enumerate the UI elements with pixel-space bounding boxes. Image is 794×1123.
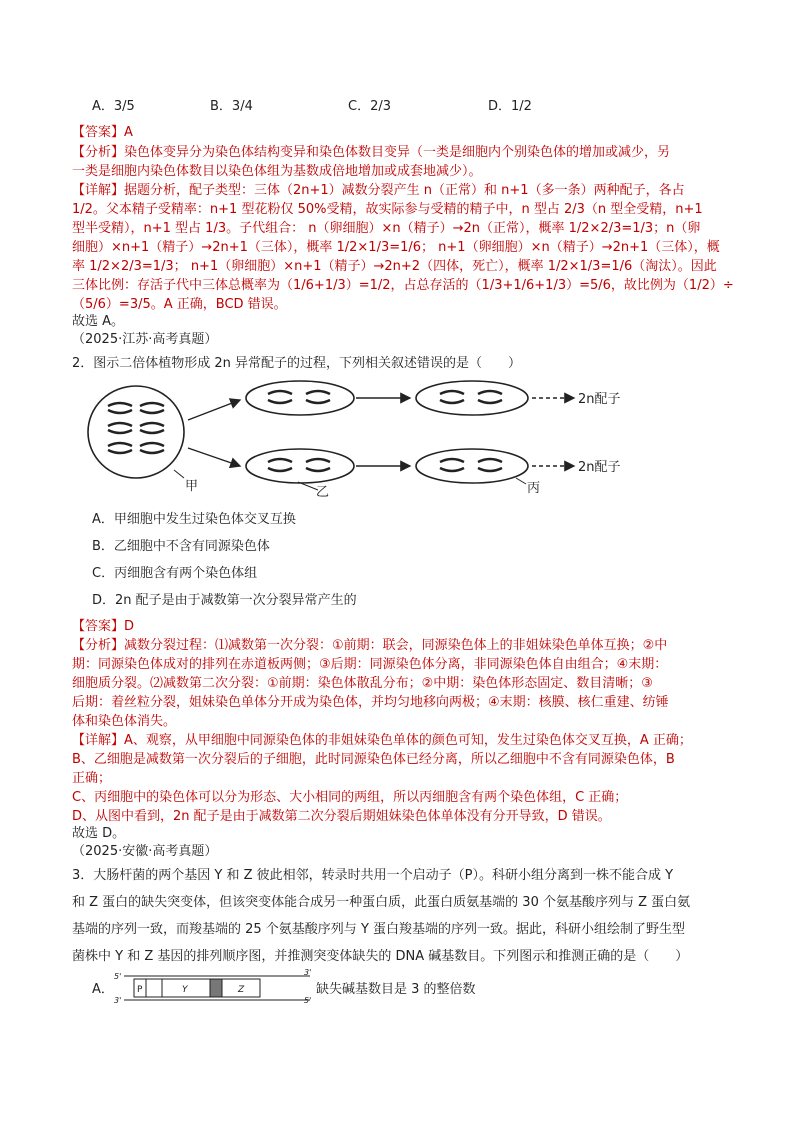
- q1-analysis-line-1: 【分析】染色体变异分为染色体结构变异和染色体数目变异（一类是细胞内个别染色体的增加或减少，另: [72, 145, 671, 160]
- cell-jia: [88, 386, 184, 478]
- svg-text:P: P: [137, 985, 143, 995]
- svg-text:3': 3': [304, 968, 312, 977]
- arrow-jia-to-yi-top: [188, 400, 240, 420]
- q1-option-d[interactable]: D．1/2: [488, 99, 532, 114]
- q2-detail-line-4: C、丙细胞中的染色体可以分为形态、大小相同的两组，所以丙细胞含有两个染色体组，C 正确；: [72, 790, 628, 805]
- svg-text:5': 5': [304, 996, 312, 1005]
- label-bing: 丙: [527, 481, 541, 496]
- q1-detail-line-4: 细胞）×n+1（精子）→2n+1（三体），概率 1/2×1/3=1/6； n+1（卵细胞）×n（精子）→2n+1（三体），概: [72, 240, 720, 255]
- q1-answer: 【答案】A: [72, 125, 133, 140]
- q2-analysis-line-3: 细胞质分裂。⑵减数第二次分裂：①前期：染色体散乱分布；②中期：染色体形态固定、数目清晰；③: [72, 676, 653, 691]
- q3-source: （2025·安徽·高考真题）: [72, 844, 218, 859]
- q2-analysis-line-5: 体和染色体消失。: [72, 714, 177, 729]
- svg-text:3': 3': [114, 996, 122, 1005]
- label-yi: 乙: [316, 485, 330, 498]
- q2-answer: 【答案】D: [72, 619, 135, 634]
- label-gamete-bottom: 2n配子: [578, 460, 621, 475]
- cell-bing-top: [416, 381, 528, 415]
- q2-detail-line-3: 正确；: [72, 771, 112, 786]
- q1-analysis-line-2: 一类是细胞内染色体数目以染色体组为基数成倍地增加或成套地减少）。: [72, 164, 482, 179]
- q3-stem-line-4: 菌株中 Y 和 Z 基因的排列顺序图，并推测突变体缺失的 DNA 碱基数目。下列图示和推测正确的是（ ）: [72, 949, 689, 964]
- q1-option-c[interactable]: C．2/3: [348, 99, 391, 114]
- q3-option-a-label[interactable]: A．: [92, 982, 114, 997]
- q2-detail-line-2: B、乙细胞是减数第一次分裂后的子细胞，此时同源染色体已经分离，所以乙细胞中不含有同源染色体，B: [72, 752, 675, 767]
- q1-detail-line-7: （5/6）=3/5。A 正确，BCD 错误。: [72, 297, 287, 312]
- q2-conclusion: 故选 D。: [72, 826, 126, 841]
- q2-analysis-line-1: 【分析】减数分裂过程：⑴减数第一次分裂：①前期：联会，同源染色体上的非姐妹染色单体互换；②中: [72, 638, 668, 653]
- q2-option-b[interactable]: B．乙细胞中不含有同源染色体: [92, 539, 270, 554]
- q3-stem-line-3: 基端的序列一致，而羧基端的 25 个氨基酸序列与 Y 蛋白羧基端的序列一致。据此，科研小组绘制了野生型: [72, 922, 686, 937]
- q2-detail-line-5: D、从图中看到，2n 配子是由于减数第二次分裂后期姐妹染色体单体没有分开导致，D 错误。: [72, 809, 611, 824]
- q3-option-a-text: 缺失碱基数目是 3 的整倍数: [316, 982, 476, 997]
- q2-analysis-line-2: 期：同源染色体成对的排列在赤道板两侧；③后期：同源染色体分离，非同源染色体自由组合；④末期：: [72, 657, 668, 672]
- deleted-segment: [210, 979, 222, 997]
- q3-stem-line-2: 和 Z 蛋白的缺失突变体，但该突变体能合成另一种蛋白质，此蛋白质氨基端的 30 个氨基酸序列与 Z 蛋白氨: [72, 895, 691, 910]
- q2-option-a[interactable]: A．甲细胞中发生过染色体交叉互换: [92, 512, 296, 527]
- q3-stem-line-1: 3．大肠杆菌的两个基因 Y 和 Z 彼此相邻，转录时共用一个启动子（P）。科研小组分离到一株不能合成 Y: [72, 868, 674, 883]
- q1-conclusion: 故选 A。: [72, 314, 125, 329]
- label-jia: 甲: [185, 479, 199, 494]
- q1-option-b[interactable]: B．3/4: [210, 99, 253, 114]
- q2-option-c[interactable]: C．丙细胞含有两个染色体组: [92, 566, 258, 581]
- q2-analysis-line-4: 后期：着丝粒分裂，姐妹染色单体分开成为染色体，并均匀地移向两极；④末期：核膜、核仁重建、纺锤: [72, 695, 669, 710]
- q2-source: （2025·江苏·高考真题）: [72, 332, 218, 347]
- label-gamete-top: 2n配子: [578, 392, 621, 407]
- q1-detail-line-1: 【详解】据题分析，配子类型：三体（2n+1）减数分裂产生 n（正常）和 n+1（多一条）两种配子，各占: [72, 183, 685, 198]
- cell-yi-bottom: [246, 449, 354, 483]
- q1-option-a[interactable]: A．3/5: [92, 99, 135, 114]
- q1-detail-line-6: 三体比例：存活子代中三体总概率为（1/6+1/3）=1/2，占总存活的（1/3+1/6+1/3）=5/6，故比例为（1/2）÷: [72, 278, 734, 293]
- q3-option-a-gene-diagram: [112, 968, 317, 1008]
- svg-text:5': 5': [114, 972, 122, 981]
- arrow-jia-to-yi-bottom: [188, 448, 240, 466]
- cell-bing-bottom: [416, 449, 528, 483]
- q2-option-d[interactable]: D．2n 配子是由于减数第一次分裂异常产生的: [92, 593, 357, 608]
- q1-detail-line-5: 率 1/2×2/3=1/3； n+1（卵细胞）×n+1（精子）→2n+2（四体，死亡），概率 1/2×1/3=1/6（淘汰）。因此: [72, 259, 717, 274]
- svg-text:Y: Y: [182, 985, 188, 995]
- q1-detail-line-2: 1/2。父本精子受精率：n+1 型花粉仅 50%受精，故实际参与受精的精子中，n 型占 2/3（n 型全受精，n+1: [72, 202, 703, 217]
- q2-stem: 2．图示二倍体植物形成 2n 异常配子的过程，下列相关叙述错误的是（ ）: [72, 356, 522, 371]
- cell-yi-top: [246, 381, 354, 415]
- jia-chromosomes: [108, 403, 164, 453]
- q2-detail-line-1: 【详解】A、观察，从甲细胞中同源染色体的非姐妹染色单体的颜色可知，发生过染色体交叉互换，A 正确；: [72, 733, 692, 748]
- cell-division-figure: [80, 378, 650, 498]
- q1-detail-line-3: 型半受精），n+1 型占 1/3。子代组合： n（卵细胞）×n（精子）→2n（正常），概率 1/2×2/3=1/3；n（卵: [72, 221, 701, 236]
- svg-text:Z: Z: [238, 985, 245, 995]
